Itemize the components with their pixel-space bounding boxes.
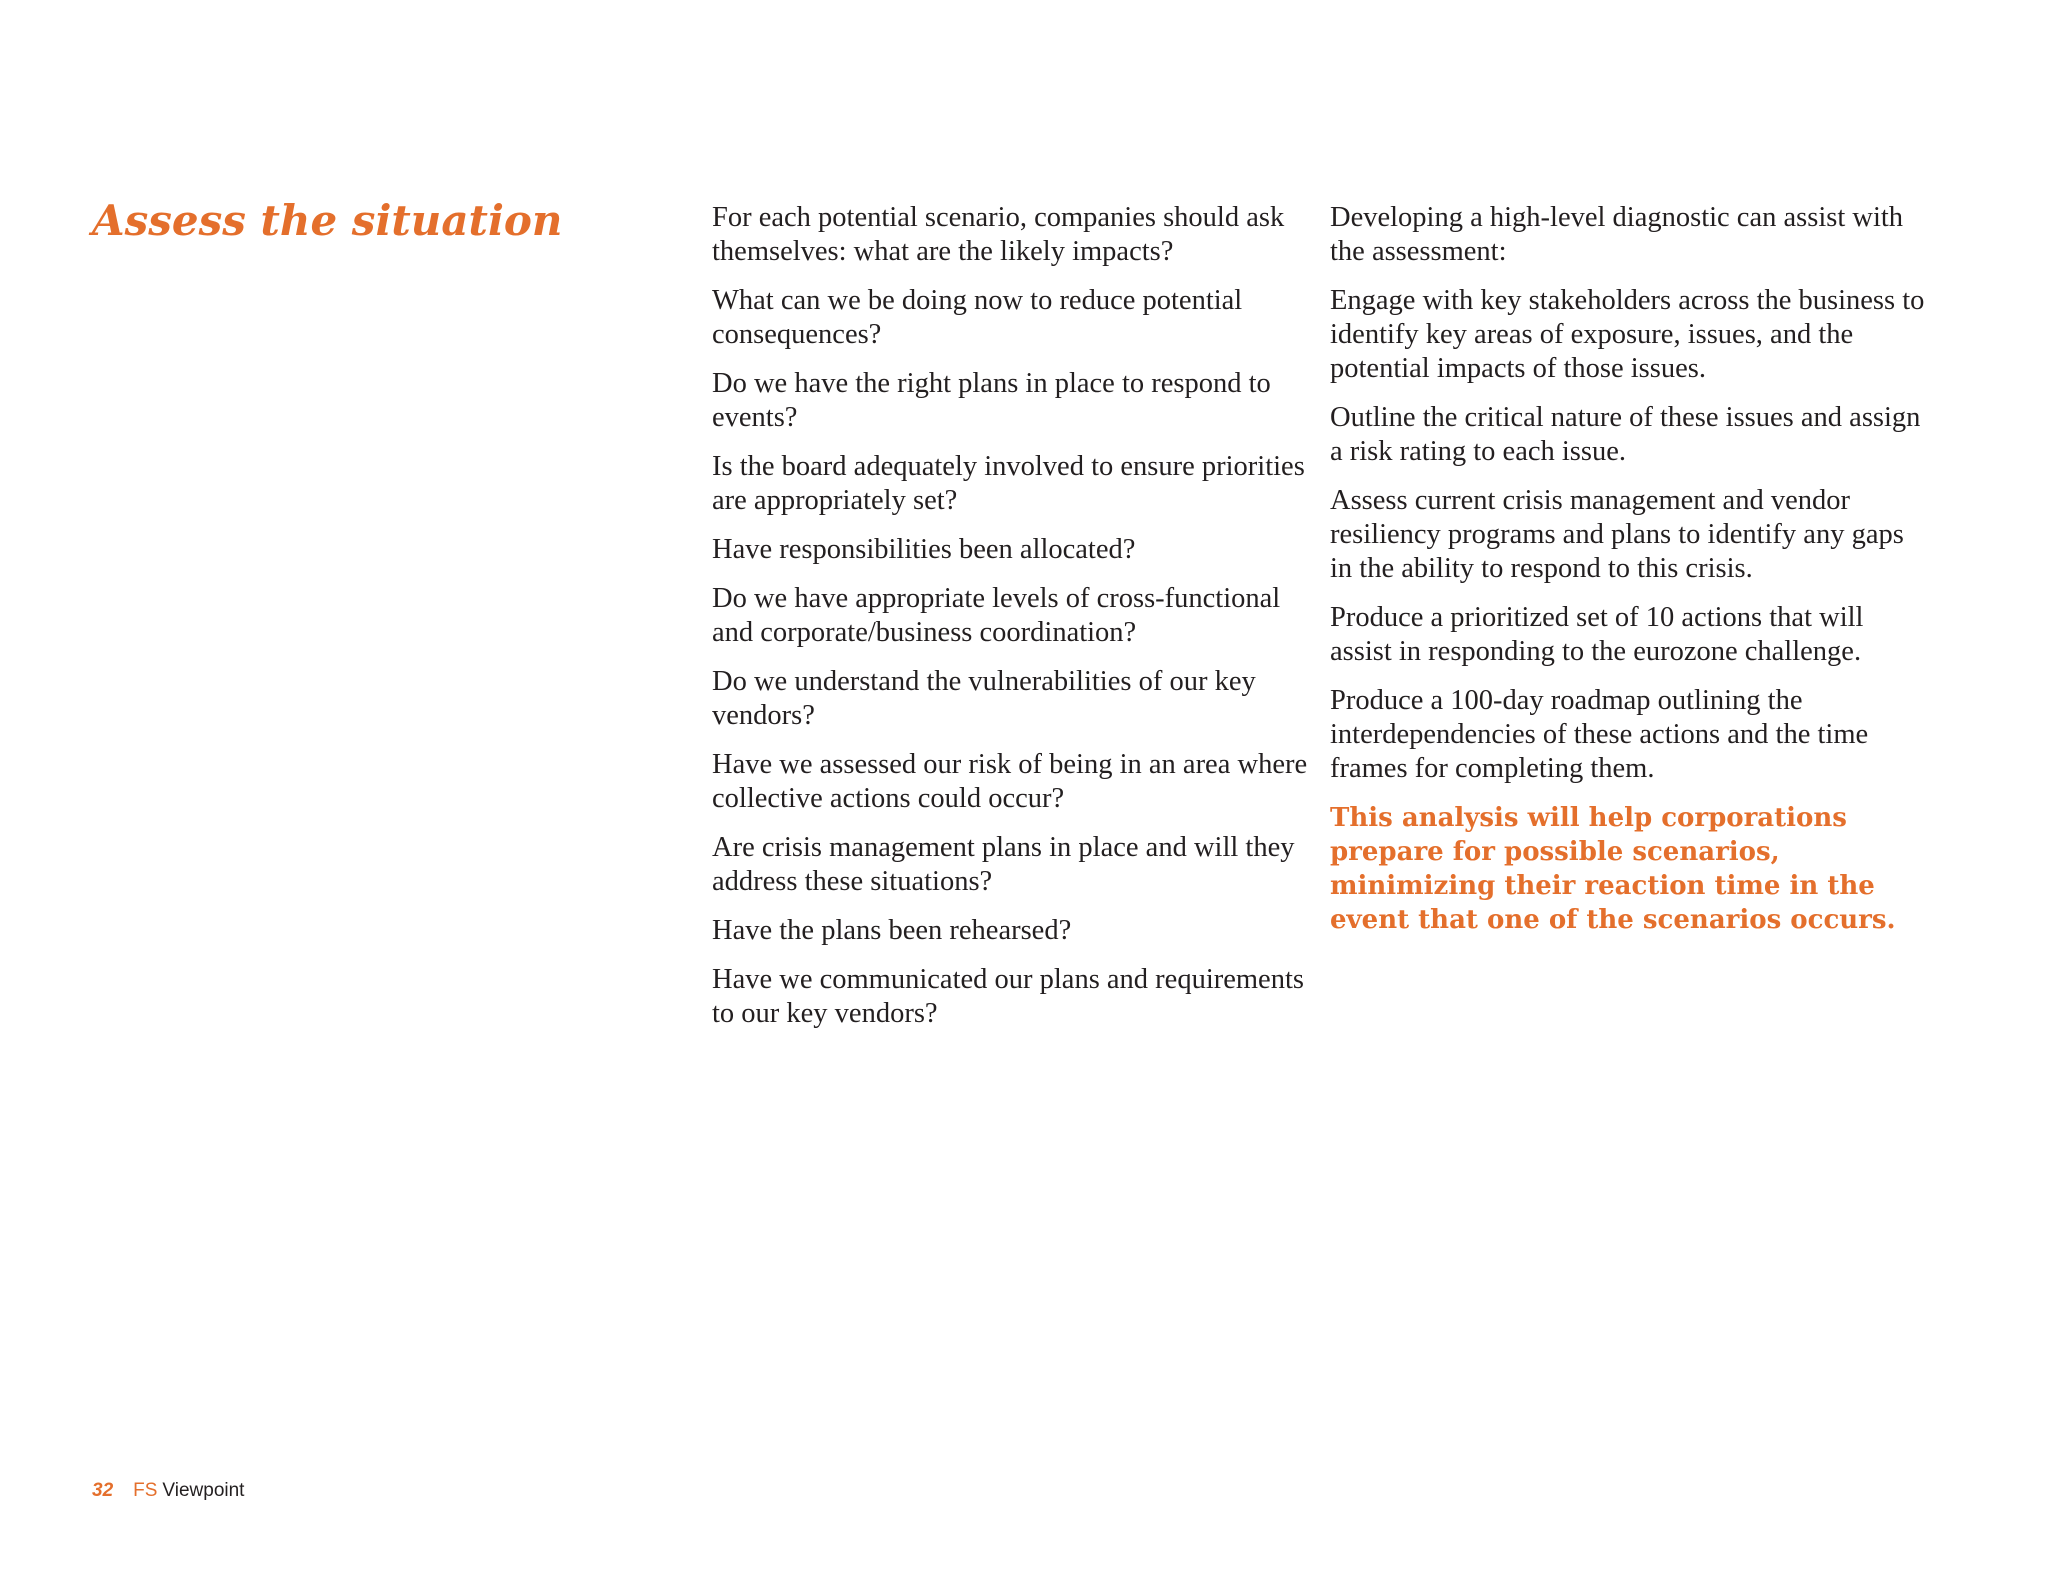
paragraph: Have responsibilities been allocated?	[712, 534, 1136, 565]
diagnostic-column	[1330, 201, 1930, 937]
paragraph: Developing a high-level diagnostic can assist with the assessment:	[1330, 202, 1904, 267]
publication-name: Viewpoint	[162, 1480, 245, 1501]
publication-prefix: FS	[133, 1480, 158, 1501]
paragraph: Do we understand the vulnerabilities of our key vendors?	[712, 666, 1256, 731]
paragraph: Outline the critical nature of these issues and assign a risk rating to each issue.	[1330, 402, 1921, 467]
paragraph: Engage with key stakeholders across the business to identify key areas of exposure, issues, and the potential impacts of those issues.	[1330, 285, 1925, 384]
page-heading: Assess the situation	[92, 196, 563, 245]
paragraph: Produce a 100-day roadmap outlining the interdependencies of these actions and the time frames for completing them.	[1330, 685, 1869, 784]
paragraph: Do we have the right plans in place to respond to events?	[712, 368, 1271, 433]
paragraph: For each potential scenario, companies should ask themselves: what are the likely impacts?	[712, 202, 1285, 267]
page-number: 32	[92, 1480, 114, 1501]
paragraph: What can we be doing now to reduce potential consequences?	[712, 285, 1243, 350]
paragraph: Do we have appropriate levels of cross-functional and corporate/business coordination?	[712, 583, 1281, 648]
paragraph: Have we communicated our plans and requirements to our key vendors?	[712, 964, 1304, 1029]
paragraph: Assess current crisis management and vendor resiliency programs and plans to identify any gaps in the ability to respond to this crisis.	[1330, 485, 1904, 584]
paragraph: Are crisis management plans in place and will they address these situations?	[712, 832, 1295, 897]
questions-column	[712, 201, 1312, 1046]
paragraph: Produce a prioritized set of 10 actions that will assist in responding to the eurozone challenge.	[1330, 602, 1864, 667]
paragraph: Have the plans been rehearsed?	[712, 915, 1072, 946]
page-footer	[92, 1479, 244, 1503]
callout-text: This analysis will help corporations prepare for possible scenarios, minimizing their reaction time in the event that one of the scenarios occurs.	[1330, 803, 1896, 935]
paragraph: Have we assessed our risk of being in an area where collective actions could occur?	[712, 749, 1308, 814]
paragraph: Is the board adequately involved to ensure priorities are appropriately set?	[712, 451, 1305, 516]
